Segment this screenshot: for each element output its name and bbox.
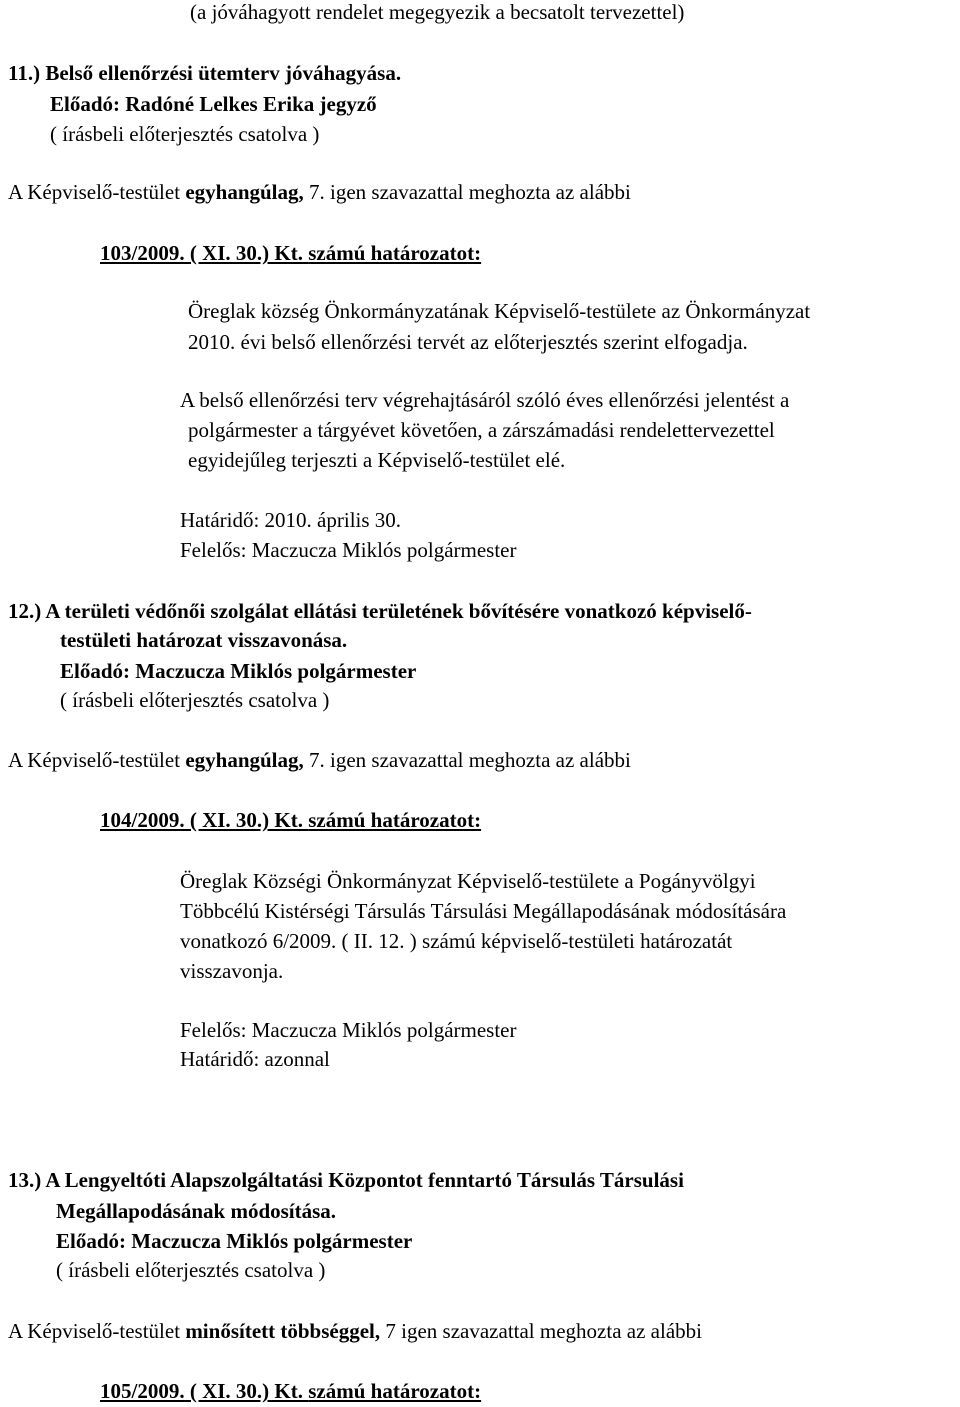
item-12-vote	[8, 750, 631, 771]
item-12-body-3: vonatkozó 6/2009. ( II. 12. ) számú képviselő-testületi határozatát	[180, 929, 733, 953]
item-12-body-4: visszavonja.	[180, 959, 284, 983]
item-11-responsible: Felelős: Maczucza Miklós polgármester	[180, 538, 517, 562]
vote-suffix: 7. igen szavazattal meghozta az alábbi	[303, 748, 631, 772]
resolution-number: 105/2009. ( XI. 30.) Kt.	[100, 1379, 303, 1403]
resolution-label: számú határozatot:	[308, 241, 482, 265]
item-12-body-2: Többcélú Kistérségi Társulás Társulási Megállapodásának módosítására	[180, 899, 787, 923]
resolution-number: 104/2009. ( XI. 30.) Kt.	[100, 808, 303, 832]
item-11-attachment: ( írásbeli előterjesztés csatolva )	[50, 122, 320, 146]
item-11-body-2: 2010. évi belső ellenőrzési tervét az előterjesztés szerint elfogadja.	[188, 330, 748, 354]
vote-prefix: A Képviselő-testület	[8, 180, 186, 204]
vote-prefix: A Képviselő-testület	[8, 748, 186, 772]
resolution-number: 103/2009. ( XI. 30.) Kt.	[100, 241, 303, 265]
item-12-body-1: Öreglak Községi Önkormányzat Képviselő-testülete a Pogányvölgyi	[180, 869, 756, 893]
vote-bold: egyhangúlag,	[185, 180, 304, 204]
vote-suffix: 7 igen szavazattal meghozta az alábbi	[380, 1319, 702, 1343]
vote-prefix: A Képviselő-testület	[8, 1319, 186, 1343]
item-11-body-5: egyidejűleg terjeszti a Képviselő-testület elé.	[188, 448, 566, 472]
item-11-vote	[8, 182, 631, 203]
intro-line: (a jóváhagyott rendelet megegyezik a becsatolt tervezettel)	[190, 0, 685, 24]
item-11-presenter: Előadó: Radóné Lelkes Erika jegyző	[50, 92, 377, 116]
item-12-attachment: ( írásbeli előterjesztés csatolva )	[60, 688, 330, 712]
vote-bold: minősített többséggel,	[185, 1319, 381, 1343]
item-11-body-4: polgármester a tárgyévet követően, a zárszámadási rendelettervezettel	[188, 418, 775, 442]
item-12-presenter: Előadó: Maczucza Miklós polgármester	[60, 659, 417, 683]
resolution-label: számú határozatot:	[308, 808, 482, 832]
item-13-vote	[8, 1321, 702, 1342]
item-12-responsible: Felelős: Maczucza Miklós polgármester	[180, 1018, 517, 1042]
item-11-body-1: Öreglak község Önkormányzatának Képviselő-testülete az Önkormányzat	[188, 299, 811, 323]
item-11-deadline: Határidő: 2010. április 30.	[180, 508, 402, 532]
item-13-title-1: 13.) A Lengyeltóti Alapszolgáltatási Központot fenntartó Társulás Társulási	[8, 1168, 684, 1192]
item-12-title-1: 12.) A területi védőnői szolgálat ellátási területének bővítésére vonatkozó képviselő-	[8, 599, 752, 623]
item-13-presenter: Előadó: Maczucza Miklós polgármester	[56, 1229, 413, 1253]
item-13-title-2: Megállapodásának módosítása.	[56, 1199, 337, 1223]
item-11-title: 11.) Belső ellenőrzési ütemterv jóváhagyása.	[8, 61, 402, 85]
item-12-title-2: testületi határozat visszavonása.	[60, 628, 348, 652]
resolution-label: számú határozatot:	[308, 1379, 482, 1403]
vote-bold: egyhangúlag,	[185, 748, 304, 772]
item-11-body-3: A belső ellenőrzési terv végrehajtásáról szóló éves ellenőrzési jelentést a	[180, 388, 790, 412]
item-11-resolution	[100, 243, 481, 264]
vote-suffix: 7. igen szavazattal meghozta az alábbi	[303, 180, 631, 204]
item-12-resolution	[100, 810, 481, 831]
item-13-resolution	[100, 1381, 481, 1402]
item-12-deadline: Határidő: azonnal	[180, 1047, 330, 1071]
item-13-attachment: ( írásbeli előterjesztés csatolva )	[56, 1258, 326, 1282]
